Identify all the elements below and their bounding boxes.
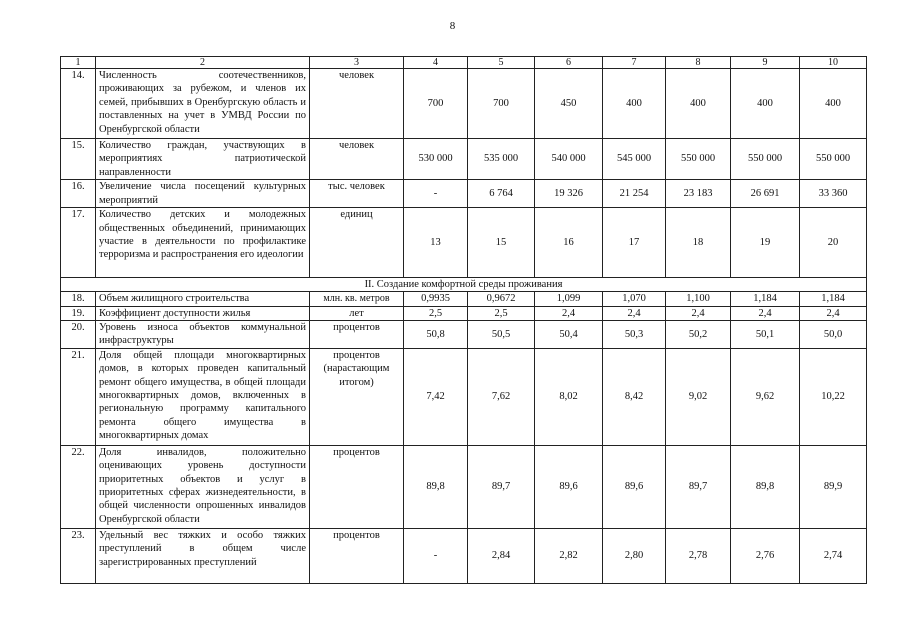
indicator-name: Численность соотечественников, проживающих за рубежом, и членов их семей, прибывших в Оренбургскую область и поставленных на учет в УМВД России по Оренбургской области: [96, 69, 310, 139]
value-cell: 18: [666, 208, 731, 278]
value-cell: 89,7: [666, 445, 731, 528]
value-cell: 19 326: [535, 180, 603, 208]
value-cell: 20: [800, 208, 867, 278]
value-cell: 2,82: [535, 528, 603, 583]
table-row: [61, 69, 867, 139]
row-number: 16.: [61, 180, 96, 208]
value-cell: 400: [731, 69, 800, 139]
header-cell: 1: [61, 57, 96, 69]
value-cell: 545 000: [603, 139, 666, 180]
value-cell: 9,02: [666, 348, 731, 445]
header-cell: 8: [666, 57, 731, 69]
header-cell: 3: [310, 57, 404, 69]
value-cell: 2,4: [603, 306, 666, 320]
value-cell: 89,9: [800, 445, 867, 528]
unit-cell: человек: [310, 69, 404, 139]
value-cell: -: [404, 180, 468, 208]
header-cell: 10: [800, 57, 867, 69]
header-row: [61, 57, 867, 69]
value-cell: 8,42: [603, 348, 666, 445]
value-cell: 2,4: [666, 306, 731, 320]
unit-cell: тыс. человек: [310, 180, 404, 208]
value-cell: 50,0: [800, 321, 867, 349]
row-number: 22.: [61, 445, 96, 528]
indicator-name: Количество детских и молодежных общественных объединений, принимающих участие в деятельности по профилактике терроризма и распространения его идеологии: [96, 208, 310, 278]
table-row: [61, 139, 867, 180]
value-cell: 2,4: [800, 306, 867, 320]
value-cell: 21 254: [603, 180, 666, 208]
value-cell: 7,62: [468, 348, 535, 445]
unit-cell: процентов: [310, 445, 404, 528]
indicator-name: Удельный вес тяжких и особо тяжких преступлений в общем числе зарегистрированных преступлений: [96, 528, 310, 583]
value-cell: 550 000: [800, 139, 867, 180]
value-cell: 16: [535, 208, 603, 278]
value-cell: 1,100: [666, 292, 731, 306]
value-cell: 89,6: [603, 445, 666, 528]
indicator-name: Объем жилищного строительства: [96, 292, 310, 306]
row-number: 18.: [61, 292, 96, 306]
value-cell: 13: [404, 208, 468, 278]
value-cell: 9,62: [731, 348, 800, 445]
value-cell: 400: [800, 69, 867, 139]
value-cell: 700: [404, 69, 468, 139]
row-number: 20.: [61, 321, 96, 349]
unit-cell: лет: [310, 306, 404, 320]
header-cell: 9: [731, 57, 800, 69]
value-cell: 2,84: [468, 528, 535, 583]
value-cell: 1,099: [535, 292, 603, 306]
value-cell: 2,5: [468, 306, 535, 320]
value-cell: 0,9672: [468, 292, 535, 306]
table-row: [61, 208, 867, 278]
value-cell: 0,9935: [404, 292, 468, 306]
unit-cell: человек: [310, 139, 404, 180]
value-cell: 50,3: [603, 321, 666, 349]
value-cell: 7,42: [404, 348, 468, 445]
row-number: 23.: [61, 528, 96, 583]
value-cell: 2,80: [603, 528, 666, 583]
value-cell: 535 000: [468, 139, 535, 180]
value-cell: 1,184: [731, 292, 800, 306]
value-cell: 23 183: [666, 180, 731, 208]
value-cell: 1,184: [800, 292, 867, 306]
header-cell: 4: [404, 57, 468, 69]
page-number: 8: [449, 20, 456, 32]
indicator-name: Увеличение числа посещений культурных мероприятий: [96, 180, 310, 208]
value-cell: 17: [603, 208, 666, 278]
header-cell: 5: [468, 57, 535, 69]
value-cell: 700: [468, 69, 535, 139]
value-cell: 50,8: [404, 321, 468, 349]
value-cell: 400: [666, 69, 731, 139]
value-cell: 2,76: [731, 528, 800, 583]
indicator-name: Доля общей площади многоквартирных домов, в которых проведен капитальный ремонт общего имущества, в общей площади многоквартирных домов, включенных в региональную программу капитального ремонта общего имущества в многоквартирных домах: [96, 348, 310, 445]
row-number: 17.: [61, 208, 96, 278]
indicator-name: Уровень износа объектов коммунальной инфраструктуры: [96, 321, 310, 349]
row-number: 21.: [61, 348, 96, 445]
value-cell: 2,5: [404, 306, 468, 320]
indicator-name: Доля инвалидов, положительно оценивающих уровень доступности приоритетных объектов и услуг в приоритетных сферах жизнедеятельности, в общей численности опрошенных инвалидов Оренбургской области: [96, 445, 310, 528]
indicator-name: Коэффициент доступности жилья: [96, 306, 310, 320]
unit-cell: млн. кв. метров: [310, 292, 404, 306]
table-row: [61, 292, 867, 306]
value-cell: 89,8: [404, 445, 468, 528]
value-cell: 2,78: [666, 528, 731, 583]
value-cell: 550 000: [731, 139, 800, 180]
value-cell: 2,4: [535, 306, 603, 320]
value-cell: 450: [535, 69, 603, 139]
table-row: [61, 306, 867, 320]
table-row: [61, 321, 867, 349]
row-number: 14.: [61, 69, 96, 139]
value-cell: 50,2: [666, 321, 731, 349]
value-cell: 50,1: [731, 321, 800, 349]
value-cell: 15: [468, 208, 535, 278]
value-cell: 550 000: [666, 139, 731, 180]
value-cell: 50,4: [535, 321, 603, 349]
value-cell: 1,070: [603, 292, 666, 306]
value-cell: 2,4: [731, 306, 800, 320]
header-cell: 6: [535, 57, 603, 69]
indicators-table: [60, 56, 867, 584]
value-cell: 400: [603, 69, 666, 139]
unit-cell: процентов: [310, 528, 404, 583]
unit-cell: единиц: [310, 208, 404, 278]
value-cell: 89,8: [731, 445, 800, 528]
value-cell: 50,5: [468, 321, 535, 349]
row-number: 15.: [61, 139, 96, 180]
indicator-name: Количество граждан, участвующих в мероприятиях патриотической направленности: [96, 139, 310, 180]
header-cell: 7: [603, 57, 666, 69]
value-cell: -: [404, 528, 468, 583]
value-cell: 26 691: [731, 180, 800, 208]
value-cell: 540 000: [535, 139, 603, 180]
value-cell: 8,02: [535, 348, 603, 445]
section-row: [61, 278, 867, 292]
value-cell: 530 000: [404, 139, 468, 180]
row-number: 19.: [61, 306, 96, 320]
table-row: [61, 445, 867, 528]
value-cell: 89,7: [468, 445, 535, 528]
unit-cell: процентов: [310, 321, 404, 349]
value-cell: 19: [731, 208, 800, 278]
table-row: [61, 180, 867, 208]
section-title: II. Создание комфортной среды проживания: [61, 278, 867, 292]
value-cell: 33 360: [800, 180, 867, 208]
value-cell: 10,22: [800, 348, 867, 445]
table-row: [61, 528, 867, 583]
value-cell: 89,6: [535, 445, 603, 528]
unit-cell: процентов (нарастающим итогом): [310, 348, 404, 445]
table-row: [61, 348, 867, 445]
header-cell: 2: [96, 57, 310, 69]
value-cell: 2,74: [800, 528, 867, 583]
value-cell: 6 764: [468, 180, 535, 208]
